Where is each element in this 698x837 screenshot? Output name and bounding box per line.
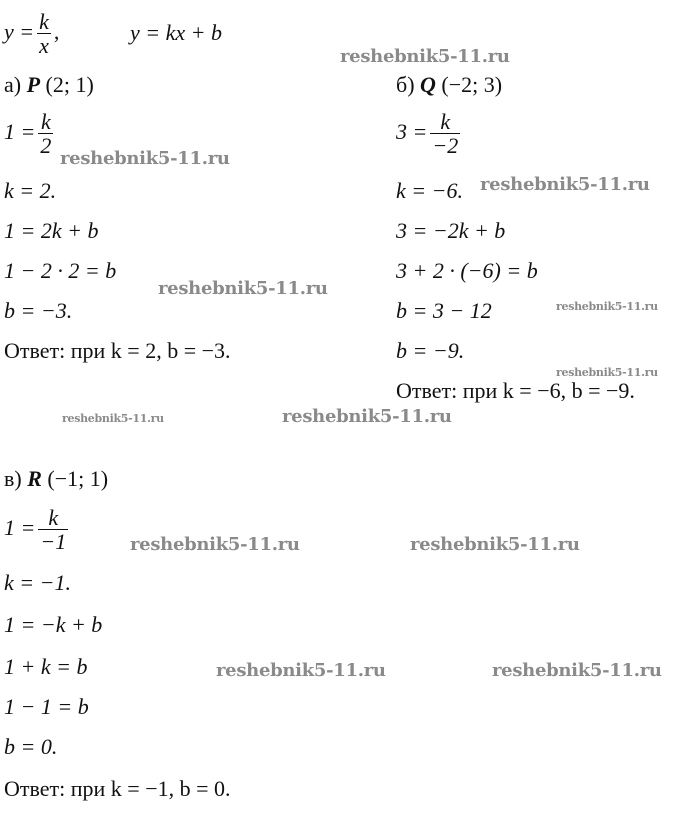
fraction: $\frac{k}{-2}$ (432, 109, 459, 159)
part-b-answer: Ответ: при k = −6, b = −9. (396, 378, 635, 403)
part-a-equation-1: 1 = $\frac{k}{2}$ (4, 109, 52, 159)
part-a-line-3: 1 − 2 · 2 = b (4, 258, 117, 283)
point-name: Q (420, 72, 436, 97)
part-c-line-3: 1 + k = b (4, 654, 88, 679)
watermark: reshebnik5-11.ru (282, 406, 452, 427)
fraction: $\frac{k}{2}$ (40, 109, 52, 159)
part-c-line-2: 1 = −k + b (4, 612, 103, 637)
watermark: reshebnik5-11.ru (216, 660, 386, 681)
part-b-line-5: b = −9. (396, 338, 465, 363)
watermark: reshebnik5-11.ru (556, 366, 658, 379)
point-coords: (−2; 3) (441, 72, 503, 97)
part-b-line-2: 3 = −2k + b (396, 218, 506, 243)
part-a-line-2: 1 = 2k + b (4, 218, 99, 243)
part-b-line-4: b = 3 − 12 (396, 298, 492, 323)
watermark: reshebnik5-11.ru (158, 278, 328, 299)
watermark: reshebnik5-11.ru (556, 300, 658, 313)
point-name: R (27, 466, 42, 491)
part-c-answer: Ответ: при k = −1, b = 0. (4, 776, 231, 801)
part-b-equation-1: 3 = $\frac{k}{-2}$ (396, 109, 459, 159)
part-c-equation-1: 1 = $\frac{k}{-1}$ (4, 505, 67, 555)
fraction: $\frac{k}{x}$ (39, 9, 49, 59)
watermark: reshebnik5-11.ru (60, 148, 230, 169)
formula-lhs: y = (4, 19, 35, 45)
part-b-line-1: k = −6. (396, 178, 463, 203)
point-name: P (26, 72, 41, 97)
watermark: reshebnik5-11.ru (410, 534, 580, 555)
point-coords: (2; 1) (45, 72, 94, 97)
part-a-answer: Ответ: при k = 2, b = −3. (4, 338, 231, 363)
watermark: reshebnik5-11.ru (340, 46, 510, 67)
watermark: reshebnik5-11.ru (62, 412, 164, 425)
part-c-line-5: b = 0. (4, 734, 58, 759)
part-a-heading: а) P (2; 1) (4, 72, 94, 97)
part-a-line-1: k = 2. (4, 178, 57, 203)
formula-linear: y = kx + b (130, 20, 222, 45)
fraction: $\frac{k}{-1}$ (40, 505, 67, 555)
part-c-heading: в) R (−1; 1) (4, 466, 109, 491)
watermark: reshebnik5-11.ru (130, 534, 300, 555)
watermark: reshebnik5-11.ru (480, 174, 650, 195)
part-c-line-1: k = −1. (4, 570, 71, 595)
formula-inverse-proportion: y = $\frac{k}{x}$ , (4, 9, 60, 59)
point-coords: (−1; 1) (47, 466, 109, 491)
watermark: reshebnik5-11.ru (492, 660, 662, 681)
part-c-line-4: 1 − 1 = b (4, 694, 89, 719)
part-a-line-4: b = −3. (4, 298, 73, 323)
part-b-line-3: 3 + 2 · (−6) = b (396, 258, 538, 283)
part-b-heading: б) Q (−2; 3) (396, 72, 503, 97)
